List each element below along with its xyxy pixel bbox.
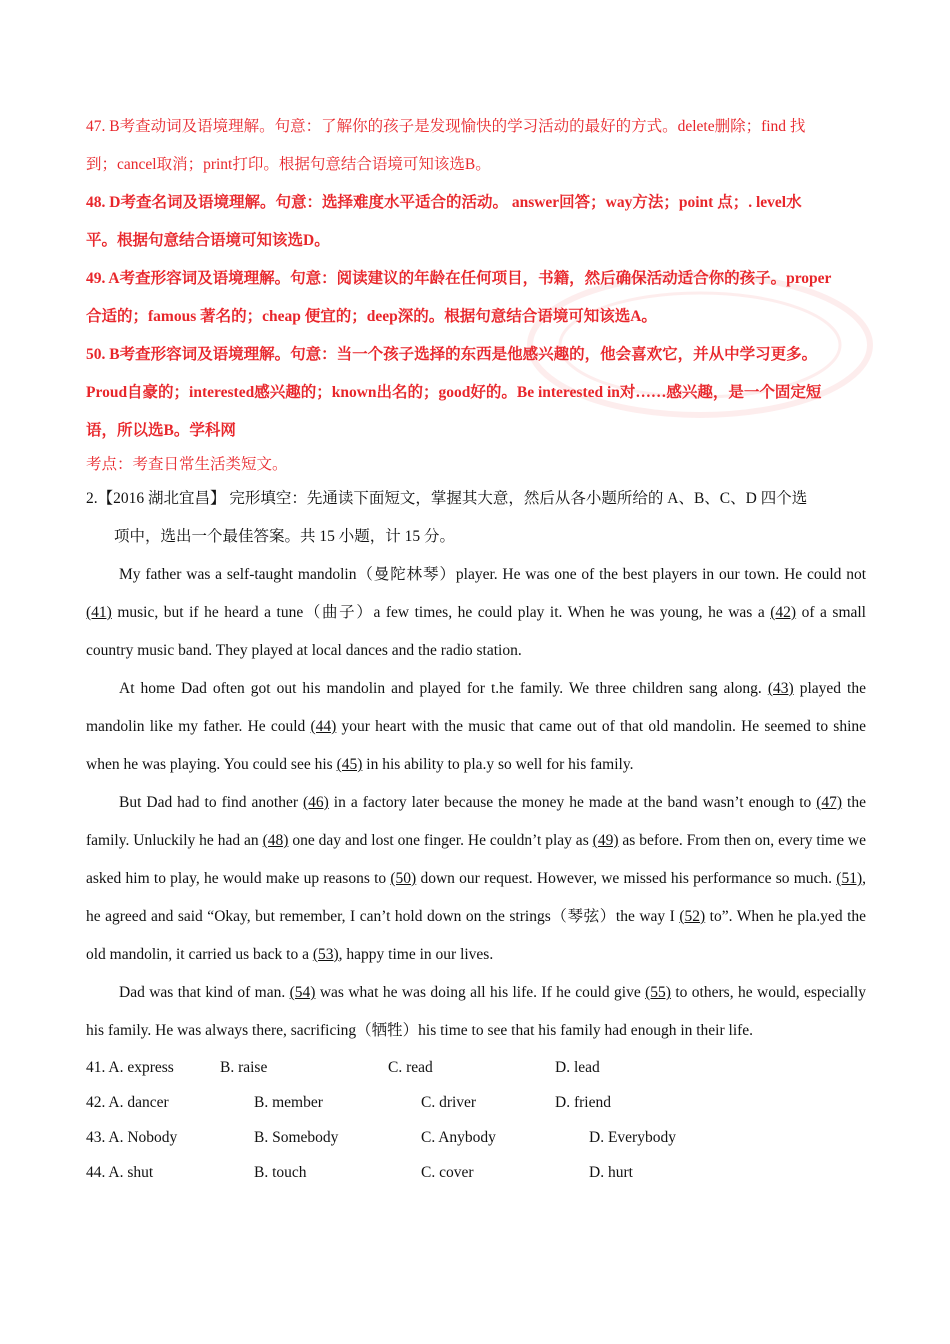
option-41-b[interactable]: B. raise	[220, 1059, 268, 1076]
options-row-43	[86, 1120, 866, 1155]
blank-51[interactable]: (51)	[836, 870, 863, 887]
option-41-d[interactable]: D. lead	[555, 1059, 600, 1076]
blank-48[interactable]: (48)	[262, 832, 289, 849]
option-42-c[interactable]: C. driver	[421, 1094, 477, 1111]
options-row-44	[86, 1155, 866, 1190]
blank-54[interactable]: (54)	[289, 984, 316, 1001]
blank-47[interactable]: (47)	[816, 794, 843, 811]
question-heading	[86, 480, 866, 556]
blank-49[interactable]: (49)	[592, 832, 619, 849]
option-44-c[interactable]: C. cover	[421, 1164, 474, 1181]
blank-53[interactable]: (53)	[312, 946, 339, 963]
kaodian-note: 考点：考查日常生活类短文。	[86, 456, 288, 473]
blank-41[interactable]: (41)	[86, 604, 112, 621]
option-43-d[interactable]: D. Everybody	[589, 1129, 676, 1146]
blank-42[interactable]: (42)	[770, 604, 797, 621]
question-heading-line1: 2.【2016 湖北宜昌】 完形填空：先通读下面短文，掌握其大意，然后从各小题所给的 A、B、C、D 四个选	[86, 490, 808, 507]
options-row-42	[86, 1085, 866, 1120]
answer-47	[86, 108, 866, 184]
blank-44[interactable]: (44)	[310, 718, 337, 735]
blank-50[interactable]: (50)	[390, 870, 417, 887]
options-row-41	[86, 1050, 866, 1085]
option-42-d[interactable]: D. friend	[555, 1094, 611, 1111]
passage-paragraph-3: But Dad had to find another (46) in a factory later because the money he made at the band wasn’t enough to (47) the family. Unluckily he had an (48) one day and lost one finger. He couldn’t play as (49) as before. From then on, every time we asked him to play, he would make up reasons to (50) down our request. However, we missed his performance so much. (51), he agreed and said “Okay, but remember, I can’t hold down on the strings（琴弦）the way I (52) to”. When he pla.yed the old mandolin, it carried us back to a (53), happy time in our lives.	[86, 794, 867, 963]
question-heading-line2: 项中，选出一个最佳答案。共 15 小题，计 15 分。	[114, 528, 456, 545]
answer-50	[86, 336, 866, 450]
option-44-b[interactable]: B. touch	[254, 1164, 307, 1181]
answer-50-line2: Proud自豪的；interested感兴趣的；known出名的；good好的。Be interested in对……感兴趣，是一个固定短	[86, 384, 822, 401]
blank-52[interactable]: (52)	[679, 908, 706, 925]
option-41-c[interactable]: C. read	[388, 1059, 433, 1076]
document-page	[86, 108, 866, 1190]
blank-46[interactable]: (46)	[303, 794, 329, 811]
option-43-a[interactable]: 43. A. Nobody	[86, 1129, 178, 1146]
answer-50-line1: 50. B考查形容词及语境理解。句意：当一个孩子选择的东西是他感兴趣的，他会喜欢它，并从中学习更多。	[86, 346, 818, 363]
option-44-d[interactable]: D. hurt	[589, 1164, 633, 1181]
option-44-a[interactable]: 44. A. shut	[86, 1164, 154, 1181]
answer-49-line2: 合适的；famous 著名的；cheap 便宜的；deep深的。根据句意结合语境可知该选A。	[86, 308, 657, 325]
answer-49	[86, 260, 866, 336]
answer-48-line2: 平。根据句意结合语境可知该选D。	[86, 232, 330, 249]
option-43-c[interactable]: C. Anybody	[421, 1129, 496, 1146]
option-43-b[interactable]: B. Somebody	[254, 1129, 339, 1146]
answer-47-line2: 到；cancel取消；print打印。根据句意结合语境可知该选B。	[86, 156, 491, 173]
answer-47-line1: 47. B考查动词及语境理解。句意：了解你的孩子是发现愉快的学习活动的最好的方式。delete删除；find 找	[86, 118, 806, 135]
answer-48-line1: 48. D考查名词及语境理解。句意：选择难度水平适合的活动。 answer回答；way方法；point 点；. level水	[86, 194, 802, 211]
answer-49-line1: 49. A考查形容词及语境理解。句意：阅读建议的年龄在任何项目，书籍，然后确保活动适合你的孩子。proper	[86, 270, 832, 287]
option-41-a[interactable]: 41. A. express	[86, 1059, 174, 1076]
passage-paragraph-1: My father was a self-taught mandolin（曼陀林琴）player. He was one of the best players in our town. He could not (41) music, but if he heard a tune（曲子）a few times, he could play it. When he was young, he was a (42) of a small country music band. They played at local dances and the radio station.	[86, 566, 866, 659]
option-42-b[interactable]: B. member	[254, 1094, 323, 1111]
blank-43[interactable]: (43)	[767, 680, 794, 697]
option-42-a[interactable]: 42. A. dancer	[86, 1094, 169, 1111]
blank-55[interactable]: (55)	[645, 984, 671, 1001]
blank-45[interactable]: (45)	[336, 756, 363, 773]
passage-paragraph-4: Dad was that kind of man. (54) was what he was doing all his life. If he could give (55) to others, he would, especially his family. He was always there, sacrificing（牺牲）his time to see that his family had enough in their life.	[86, 984, 866, 1039]
passage-paragraph-2: At home Dad often got out his mandolin and played for t.he family. We three children sang along. (43) played the mandolin like my father. He could (44) your heart with the music that came out of that old mandolin. He seemed to shine when he was playing. You could see his (45) in his ability to pla.y so well for his family.	[86, 680, 867, 773]
answer-50-line3: 语，所以选B。学科网	[86, 422, 236, 439]
answer-48	[86, 184, 866, 260]
